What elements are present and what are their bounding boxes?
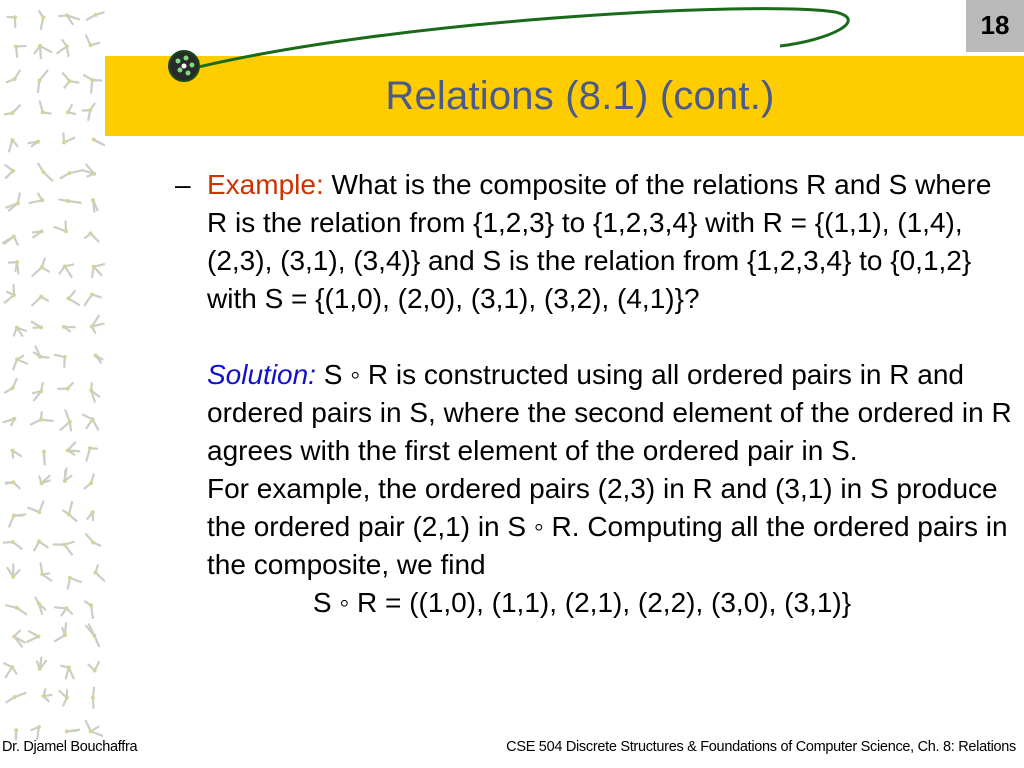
molecule-motif [89,383,99,401]
page-number: 18 [980,10,1010,40]
molecule-motif [55,623,67,641]
molecule-motif [5,165,15,178]
bullet-dash: – [175,169,191,200]
molecule-motif [86,446,97,460]
molecule-motif [4,663,16,677]
example-sentence: For example, the ordered pairs (2,3) in R and (3,1) in S produce the ordered pair (2,1) in S ◦ R. Computing all the ordered pairs in the composite, we find [207,473,1008,580]
molecule-motif [67,291,80,305]
example-paragraph [207,166,1015,318]
molecule-motif [83,415,98,430]
molecule-motif [9,260,19,273]
composite-result: S ◦ R = ((1,0), (1,1), (2,1), (2,2), (3,0), (3,1)} [312,587,852,618]
molecule-motif [27,631,40,642]
molecule-motif [91,198,97,211]
molecule-motif [92,264,104,277]
molecule-motif [4,540,22,549]
molecule-motif [5,285,16,303]
molecule-motif [9,514,25,527]
molecule-motif [6,605,26,614]
molecule-motif [54,221,68,233]
molecule-motif [59,690,69,706]
molecule-motif [85,474,94,488]
slide-content [175,166,1015,622]
molecule-motif [61,171,82,179]
molecule-motif [90,316,104,333]
molecule-motif [31,725,41,740]
molecule-motif [63,468,72,483]
molecule-motif [94,354,103,363]
molecule-motif [66,442,79,454]
molecule-motif [58,383,73,391]
molecule-motif [30,194,45,203]
molecule-motif [11,449,22,458]
molecule-motif [85,231,98,241]
molecule-motif [32,295,48,306]
molecule-motif [63,502,76,521]
molecule-motif [86,721,102,736]
molecule-motif [59,264,73,277]
molecule-motif [6,480,20,488]
molecule-motif [37,658,46,671]
molecule-motif [42,689,52,701]
solution-label: Solution: [207,359,316,390]
molecule-motif [31,412,53,424]
molecule-motif [85,602,93,618]
molecule-motif [61,666,73,679]
example-label: Example: [207,169,324,200]
molecule-motif [12,631,24,647]
molecule-motif [7,564,19,578]
slide-title: Relations (8.1) (cont.) [385,74,775,118]
molecule-motif [86,534,100,545]
molecule-motif [6,194,20,211]
globe-icon [169,51,199,81]
molecule-motif [59,199,80,203]
molecule-motif [89,662,99,673]
molecule-motif [32,322,43,330]
footer-course: CSE 504 Discrete Structures & Foundations of Computer Science, Ch. 8: Relations [506,739,1016,755]
molecule-motif [40,563,51,580]
molecule-motif [32,258,48,276]
molecule-motif [14,326,26,336]
example-text: What is the composite of the relations R and S where R is the relation from {1,2,3} to {1,2,3,4} with R = {(1,1), (1,4), (2,3), (3,1), (3,4)} and S is the relation from {1,2,3,4} to {0,1,2} with S = {(1,0), (2,0), (3,1), (3,2), (4,1)}? [207,169,992,314]
molecule-motif [6,693,25,702]
molecule-motif [38,164,52,181]
molecule-motif [29,140,40,146]
orbit-decoration [0,0,1024,140]
molecule-motif [34,539,47,550]
molecule-motif [91,688,95,708]
molecule-motif [39,476,49,485]
molecule-motif [60,410,71,430]
solution-text: S ◦ R is constructed using all ordered pairs in R and ordered pairs in S, where the second element of the ordered in R agrees with the first element of the ordered pair in S. [207,359,1012,466]
molecule-motif [13,356,27,370]
molecule-motif [62,325,75,331]
molecule-motif [9,138,18,151]
molecule-motif [65,729,79,733]
molecule-motif [42,450,46,465]
molecule-motif [4,417,17,425]
molecule-motif [36,598,46,614]
molecule-motif [54,542,74,555]
molecule-motif [55,355,67,367]
molecule-motif [28,501,43,514]
molecule-motif [5,379,17,393]
footer-author: Dr. Djamel Bouchaffra [2,739,138,755]
molecule-motif [33,383,43,400]
molecule-motif [85,292,101,305]
molecule-motif [55,606,72,615]
molecule-motif [34,347,49,359]
solution-paragraph [207,356,1015,470]
molecule-motif [87,510,94,520]
molecule-motif [68,576,81,589]
molecule-motif [82,165,96,177]
molecule-motif [3,234,18,244]
page-number-box [966,0,1024,52]
molecule-motif [86,624,99,646]
molecule-motif [94,565,105,581]
orbit-arc [178,9,848,72]
molecule-motif [33,230,43,238]
